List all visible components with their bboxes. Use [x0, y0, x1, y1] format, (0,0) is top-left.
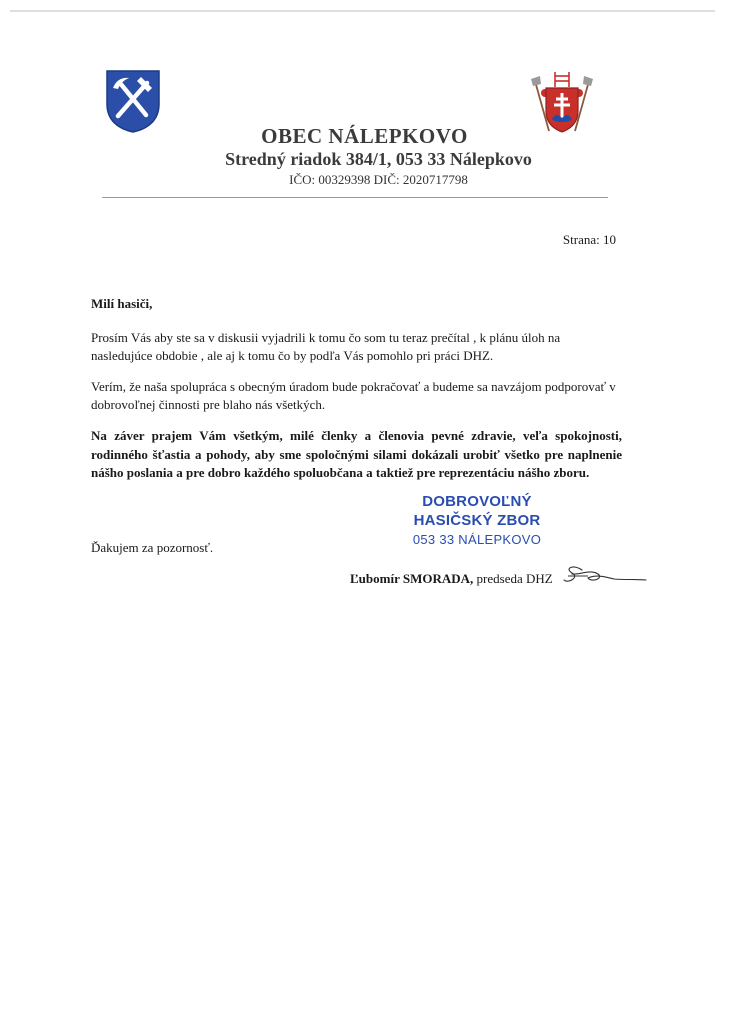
header-divider [102, 197, 608, 198]
letter-paragraph-3: Na záver prajem Vám všetkým, milé členky a členovia pevné zdravie, veľa spokojnosti, rodinného šťastia a pohody, aby sme spoločnými silami dokázali urobiť všetko pre naplnenie nášho poslania a pre dobro každého spoluobčana a taktiež pre reprezentáciu nášho zboru. [91, 428, 622, 480]
page-number: Strana: 10 [562, 232, 616, 247]
stamp-line-2: HASIČSKÝ ZBOR [413, 512, 541, 529]
signatory-line [350, 571, 553, 587]
stamp-line-1: DOBROVOĽNÝ [422, 493, 532, 510]
municipality-address: Stredný riadok 384/1, 053 33 Nálepkovo [225, 149, 532, 169]
municipality-title: OBEC NÁLEPKOVO [261, 124, 468, 148]
letter-thanks: Ďakujem za pozornosť. [91, 540, 214, 555]
scan-edge-line [10, 10, 715, 12]
letter-paragraph-2: Verím, že naša spolupráca s obecným úradom bude pokračovať a budeme sa navzájom podporovať v dobrovoľnej činnosti pre blaho nás všetkých. [91, 379, 616, 412]
letter-greeting: Milí hasiči, [91, 296, 153, 311]
signatory-name: Ľubomír SMORADA, [350, 571, 474, 586]
municipality-ids: IČO: 00329398 DIČ: 2020717798 [289, 172, 468, 187]
handwritten-signature-icon [562, 560, 648, 590]
signatory-role: predseda DHZ [473, 571, 553, 586]
stamp-line-3: 053 33 NÁLEPKOVO [412, 532, 542, 547]
letter-paragraph-1: Prosím Vás aby ste sa v diskusii vyjadrili k tomu čo som tu teraz prečítal , k plánu úloh na nasledujúce obdobie , ale aj k tomu čo by podľa Vás pomohlo pri práci DHZ. [91, 330, 561, 363]
